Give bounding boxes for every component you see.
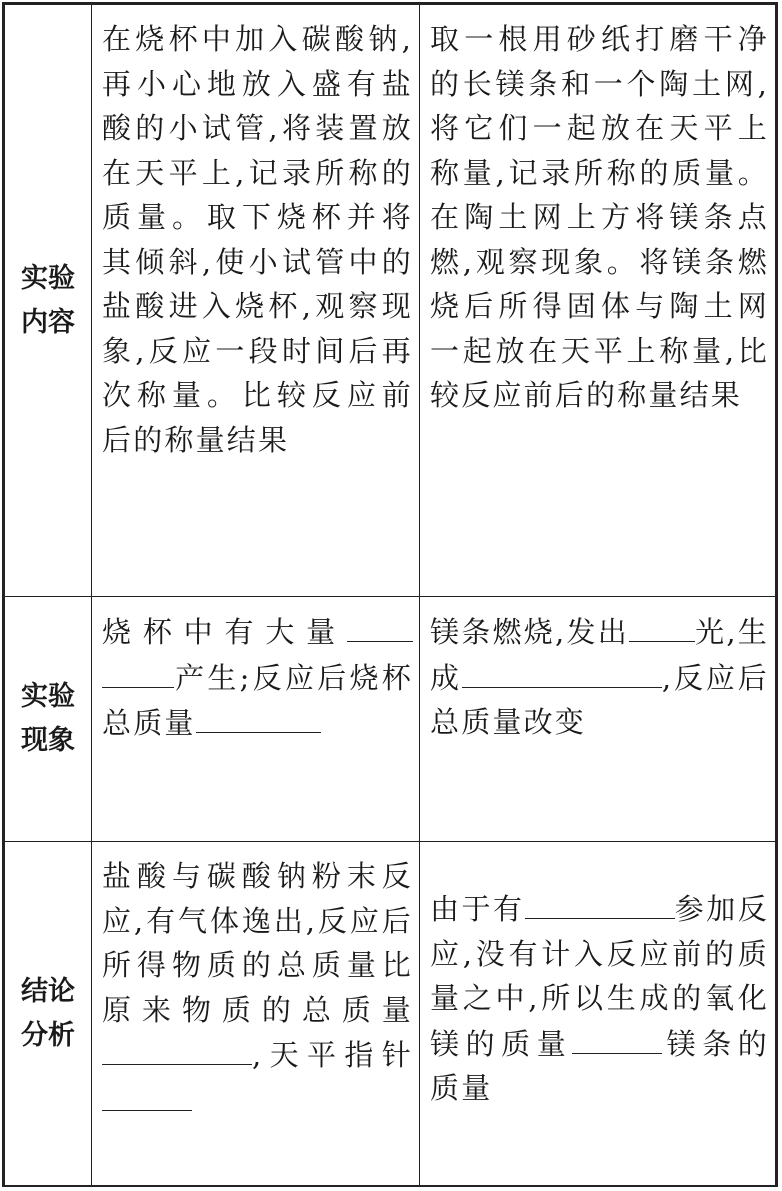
header-line-2: 分析 (21, 1019, 75, 1051)
row-header-content (5, 5, 92, 597)
blank-gas-cont[interactable] (102, 655, 174, 688)
blank-light[interactable] (629, 609, 695, 642)
mass-mg-procedure: 取一根用砂纸打磨干净的长镁条和一个陶土网,将它们一起放在天平上称量,记录所称的质量。在陶土网上方将镁条点燃,观察现象。将镁条燃烧后所得固体与陶土网一起放在天平上称量,比较反应前后的称量结果 (420, 5, 776, 597)
row-content (5, 5, 776, 597)
text-part: ,反应后总质量改变 (430, 660, 769, 739)
na2co3-phenomenon (92, 597, 420, 842)
text-part: 参加反应,没有计入反应前的质量之中,所以生成的氧化镁的质量 (430, 892, 769, 1061)
na2co3-analysis (92, 842, 420, 1186)
blank-mass-compare[interactable] (102, 1032, 252, 1065)
text-part: 由于有 (430, 892, 525, 926)
blank-mgo-compare[interactable] (572, 1021, 662, 1054)
text-part: 烧杯中有大量 (102, 615, 347, 649)
blank-pointer[interactable] (102, 1078, 192, 1111)
header-line-1: 实验 (21, 262, 75, 294)
mg-analysis (420, 842, 776, 1186)
text-part: 镁条燃烧,发出 (430, 615, 630, 649)
blank-gas[interactable] (347, 609, 413, 642)
mass-na2co3-procedure: 在烧杯中加入碳酸钠,再小心地放入盛有盐酸的小试管,将装置放在天平上,记录所称的质量。取下烧杯并将其倾斜,使小试管中的盐酸进入烧杯,观察现象,反应一段时间后再次称量。比较反应前后的称量结果 (92, 5, 420, 597)
header-line-2: 内容 (21, 306, 75, 338)
text-part: 镁条的质量 (430, 1026, 769, 1105)
blank-reactant[interactable] (525, 886, 675, 919)
row-analysis (5, 842, 776, 1186)
text-part: 盐酸与碳酸钠粉末反应,有气体逸出,反应后所得物质的总质量比原来物质的总质量 (102, 859, 413, 1027)
text-part: ,天平指针 (252, 1038, 413, 1072)
header-line-1: 实验 (21, 681, 75, 712)
text-part: 产生;反应后烧杯总质量 (102, 660, 413, 740)
text-part: 光,生成 (430, 615, 769, 695)
mg-phenomenon (420, 597, 776, 842)
header-line-2: 现象 (21, 725, 75, 756)
experiment-table (2, 2, 778, 1187)
row-phenomenon (5, 597, 776, 842)
header-line-1: 结论 (21, 975, 75, 1007)
blank-total-mass[interactable] (196, 700, 321, 733)
blank-product[interactable] (462, 655, 662, 688)
experiment-grid (4, 4, 776, 1186)
row-header-analysis (5, 842, 92, 1186)
row-header-phenomenon (5, 597, 92, 842)
